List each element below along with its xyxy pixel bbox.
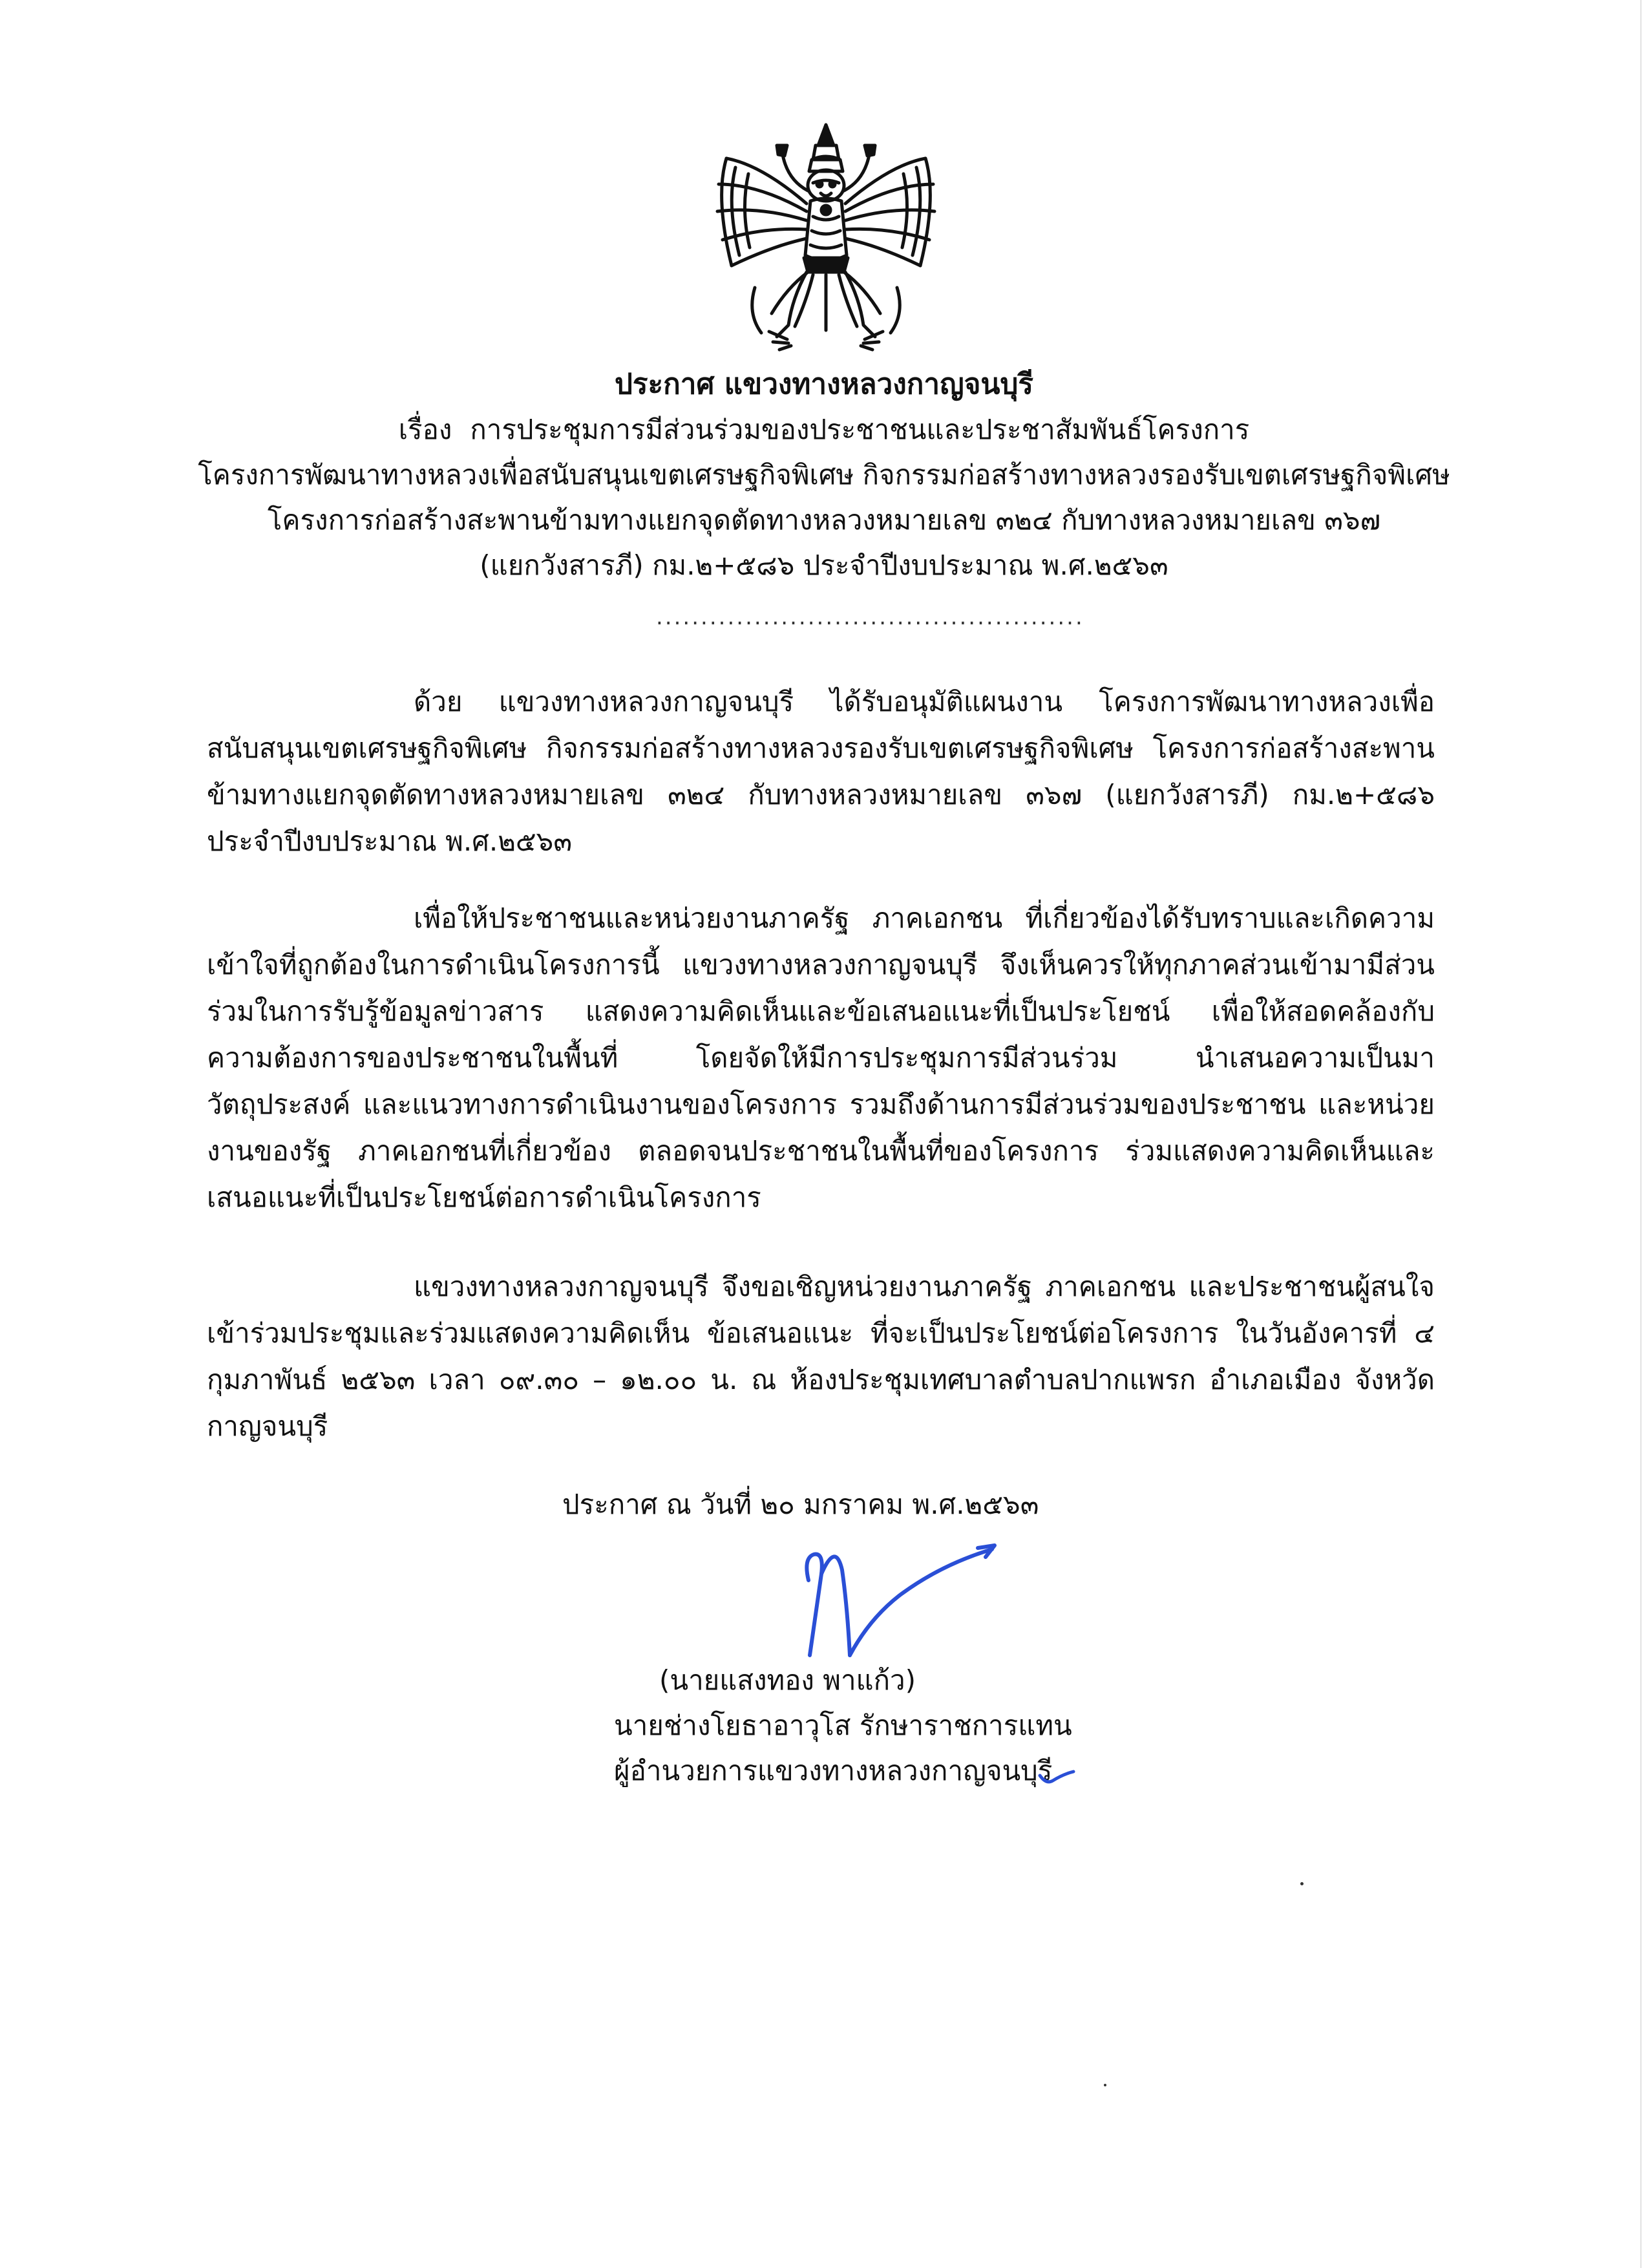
signer-name: (นายแสงทอง พาแก้ว) [659,1664,916,1696]
signer-position-1: นายช่างโยธาอาวุโส รักษาราชการแทน [614,1710,1072,1741]
signer-position-2: ผู้อำนวยการแขวงทางหลวงกาญจนบุรี [614,1755,1053,1786]
paragraph-1: ด้วย แขวงทางหลวงกาญจนบุรี ได้รับอนุมัติแผนงาน โครงการพัฒนาทางหลวงเพื่อสนับสนุนเขตเศรษฐกิจพิเศษ กิจกรรมก่อสร้างทางหลวงรองรับเขตเศรษฐกิจพิเศษ โครงการก่อสร้างสะพานข้ามทางแยกจุดตัดทางหลวงหมายเลข ๓๒๔ กับทางหลวงหมายเลข ๓๖๗ (แยกวังสารภี) กม.๒+๕๘๖ ประจำปีงบประมาณ พ.ศ.๒๕๖๓ [207,686,1435,857]
subject-line-4: (แยกวังสารภี) กม.๒+๕๘๖ ประจำปีงบประมาณ พ.ศ.๒๕๖๓ [480,549,1168,581]
paragraph-2: เพื่อให้ประชาชนและหน่วยงานภาครัฐ ภาคเอกชน ที่เกี่ยวข้องได้รับทราบและเกิดความเข้าใจที่ถูกต้องในการดำเนินโครงการนี้ แขวงทางหลวงกาญจนบุรี จึงเห็นควรให้ทุกภาคส่วนเข้ามามีส่วนร่วมในการรับรู้ข้อมูลข่าวสาร แสดงความคิดเห็นและข้อเสนอแนะที่เป็นประโยชน์ เพื่อให้สอดคล้องกับความต้องการของประชาชนในพื้นที่ โดยจัดให้มีการประชุมการมีส่วนร่วม นำเสนอความเป็นมา วัตถุประสงค์ และแนวทางการดำเนินงานของโครงการ รวมถึงด้านการมีส่วนร่วมของประชาชน และหน่วยงานของรัฐ ภาคเอกชนที่เกี่ยวข้อง ตลอดจนประชาชนในพื้นที่ของโครงการ ร่วมแสดงความคิดเห็นและเสนอแนะที่เป็นประโยชน์ต่อการดำเนินโครงการ [207,902,1435,1213]
separator-dots: ................................................ [656,604,1084,630]
announced-date: ประกาศ ณ วันที่ ๒๐ มกราคม พ.ศ.๒๕๖๓ [562,1489,1039,1520]
page-edge [1640,0,1642,2268]
subject-line-2: โครงการพัฒนาทางหลวงเพื่อสนับสนุนเขตเศรษฐกิจพิเศษ กิจกรรมก่อสร้างทางหลวงรองรับเขตเศรษฐกิจพิเศษ [198,459,1450,491]
subject-line-3: โครงการก่อสร้างสะพานข้ามทางแยกจุดตัดทางหลวงหมายเลข ๓๒๔ กับทางหลวงหมายเลข ๓๖๗ [267,504,1381,536]
paper-speck [1104,2084,1106,2086]
paper-speck [1300,1882,1304,1885]
handwritten-signature-icon [772,1529,1011,1661]
subject-label: เรื่อง [398,414,452,445]
subject-text: การประชุมการมีส่วนร่วมของประชาชนและประชาสัมพันธ์โครงการ [470,414,1250,445]
garuda-emblem-icon [710,120,942,359]
subject-line-1 [0,410,1648,449]
announcement-title: ประกาศ แขวงทางหลวงกาญจนบุรี [614,368,1034,401]
paragraph-3: แขวงทางหลวงกาญจนบุรี จึงขอเชิญหน่วยงานภาครัฐ ภาคเอกชน และประชาชนผู้สนใจเข้าร่วมประชุมและร่วมแสดงความคิดเห็น ข้อเสนอแนะ ที่จะเป็นประโยชน์ต่อโครงการ ในวันอังคารที่ ๔ กุมภาพันธ์ ๒๕๖๓ เวลา ๐๙.๓๐ – ๑๒.๐๐ น. ณ ห้องประชุมเทศบาลตำบลปากแพรก อำเภอเมือง จังหวัดกาญจนบุรี [207,1271,1435,1442]
pen-stroke-icon [1037,1768,1076,1787]
